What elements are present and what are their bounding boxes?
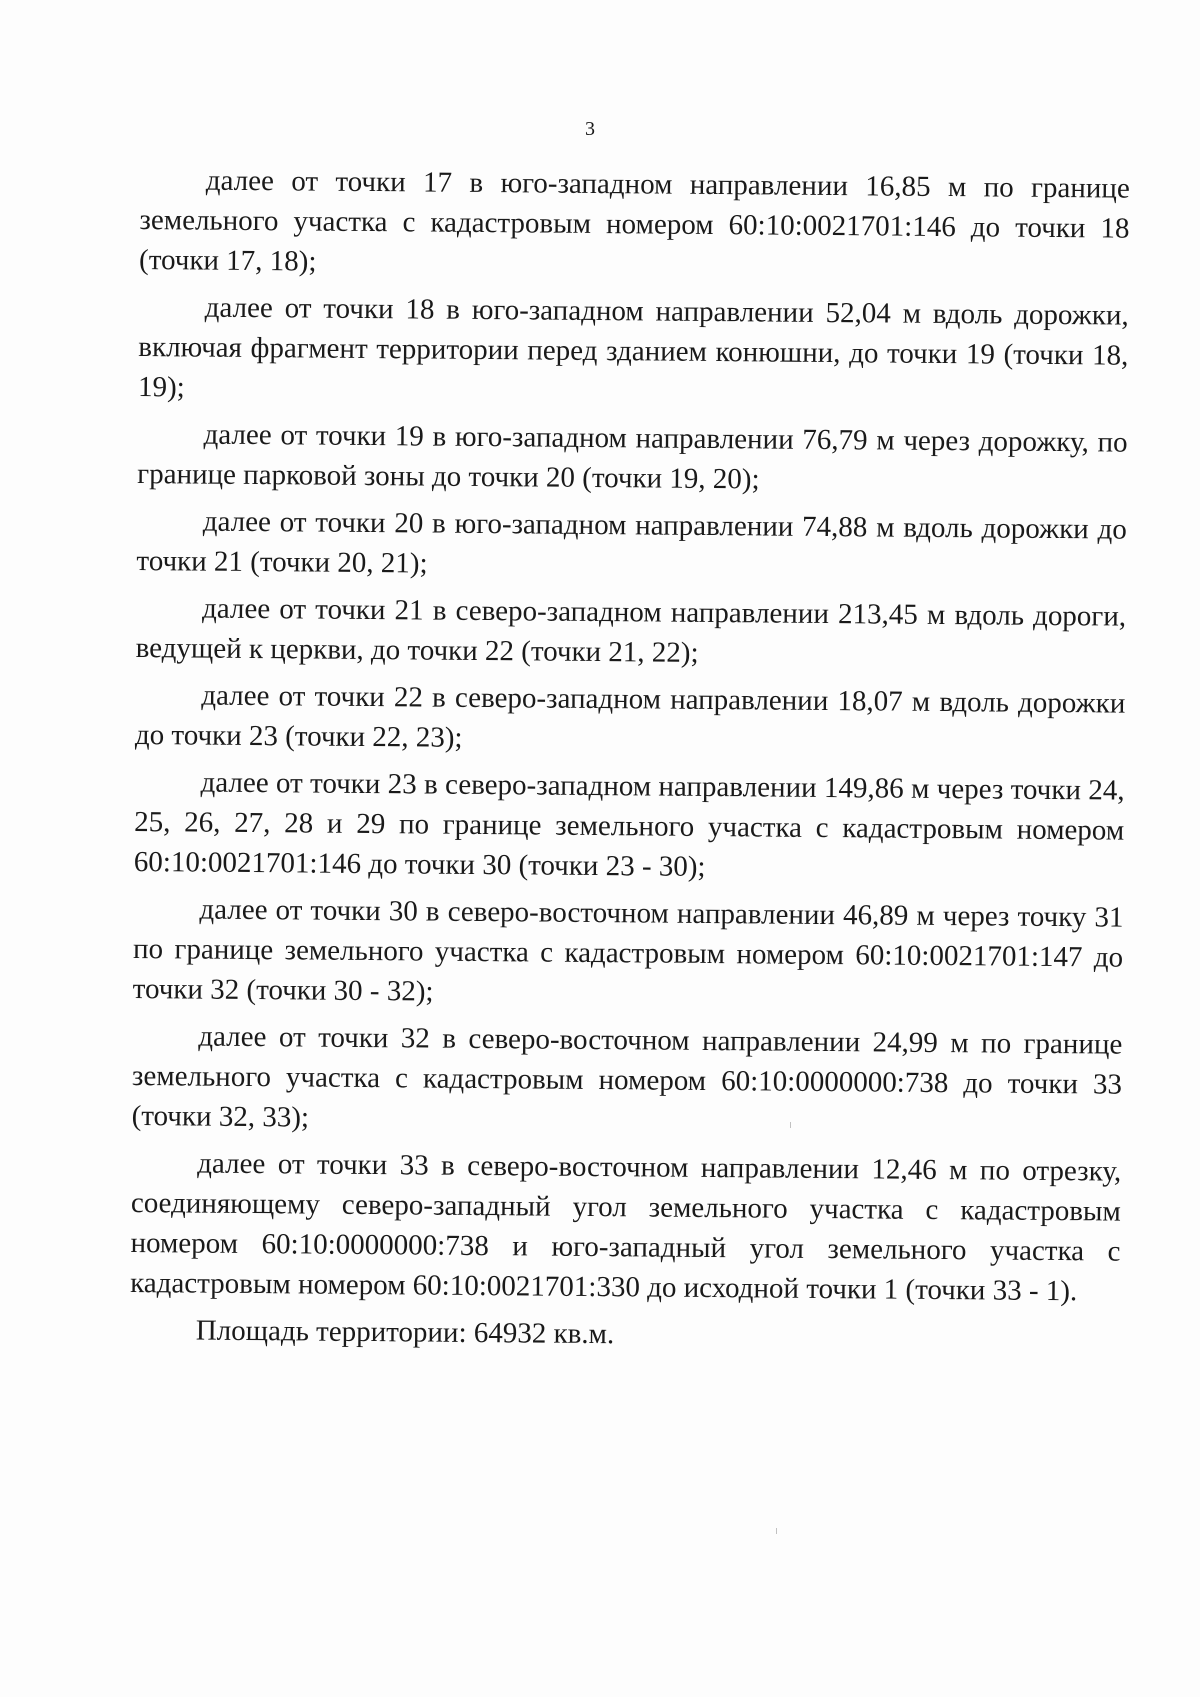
document-body [130, 160, 1130, 1359]
paragraph-point-20: далее от точки 20 в юго-западном направлении 74,88 м вдоль дорожки до точки 21 (точки 20, 21); [136, 505, 1127, 580]
scan-speck [776, 1528, 777, 1534]
paragraph-point-32: далее от точки 32 в северо-восточном направлении 24,99 м по границе земельного участка с кадастровым номером 60:10:0000000:738 до точки 33 (точки 32, 33); [131, 1020, 1123, 1134]
paragraph-point-19: далее от точки 19 в юго-западном направлении 76,79 м через дорожку, по границе парковой зоны до точки 20 (точки 19, 20); [137, 418, 1128, 496]
page-number: 3 [585, 118, 595, 140]
paragraph-point-30: далее от точки 30 в северо-восточном направлении 46,89 м через точку 31 по границе земельного участка с кадастровым номером 60:10:0021701:147 до точки 32 (точки 30 - 32); [132, 893, 1124, 1008]
paragraph-point-21: далее от точки 21 в северо-западном направлении 213,45 м вдоль дороги, ведущей к церкви, до точки 22 (точки 21, 22); [135, 592, 1127, 669]
area-statement: Площадь территории: 64932 кв.м. [195, 1314, 615, 1351]
paragraph-point-33: далее от точки 33 в северо-восточном направлении 12,46 м по отрезку, соединяющему северо-западный угол земельного участка с кадастровым номером 60:10:0000000:738 и юго-западный угол земельного участка с кадастровым номером 60:10:0021701:330 до исходной точки 1 (точки 33 - 1). [130, 1147, 1122, 1308]
scan-speck [790, 1122, 791, 1128]
paragraph-point-18: далее от точки 18 в юго-западном направлении 52,04 м вдоль дорожки, включая фрагмент территории перед зданием конюшни, до точки 19 (точки 18, 19); [137, 291, 1129, 404]
paragraph-point-22: далее от точки 22 в северо-западном направлении 18,07 м вдоль дорожки до точки 23 (точки 22, 23); [134, 679, 1126, 754]
paragraph-point-23: далее от точки 23 в северо-западном направлении 149,86 м через точки 24, 25, 26, 27, 28 и 29 по границе земельного участка с кадастровым номером 60:10:0021701:146 до точки 30 (точки 23 - 30); [133, 766, 1125, 883]
paragraph-point-17: далее от точки 17 в юго-западном направлении 16,85 м по границе земельного участка с кадастровым номером 60:10:0021701:146 до точки 18 (точки 17, 18); [138, 164, 1130, 278]
